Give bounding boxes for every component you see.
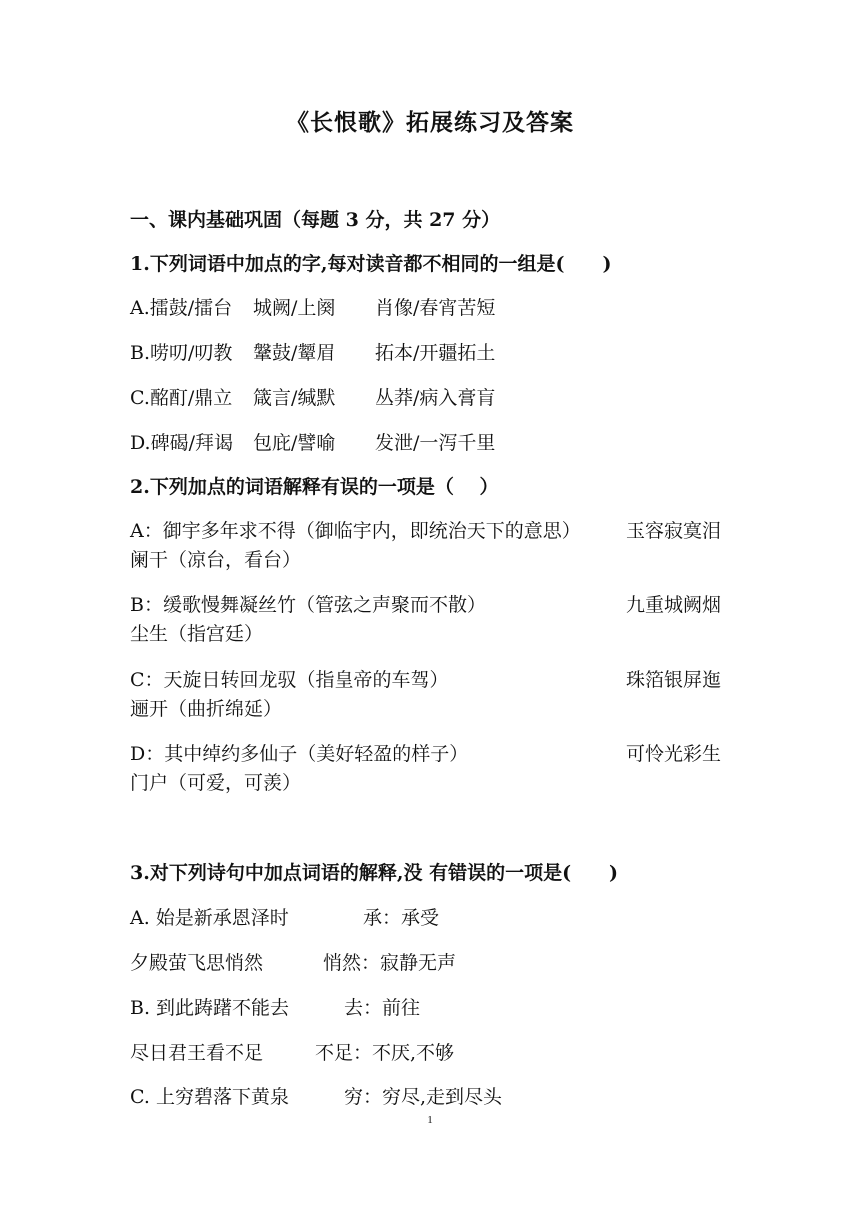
q1-option-a-part2: 城阙/上阕 — [253, 297, 336, 319]
q1-option-b-part2: 鞶鼓/颦眉 — [253, 342, 336, 364]
q3-option-a-line1-gloss: 承：承受 — [363, 907, 440, 929]
q3-option-b-line2-gloss: 不足：不厌,不够 — [315, 1042, 455, 1064]
q3-option-c-line1-gloss: 穷：穷尽,走到尽头 — [344, 1086, 503, 1108]
q1-option-d-part2: 包庇/譬喻 — [253, 432, 336, 454]
q1-option-d-part1: D.碑碣/拜谒 — [130, 432, 233, 454]
q2-option-d-cont: 门户（可爱，可羡） — [130, 772, 302, 794]
q2-option-a-main: A：御宇多年求不得（御临宇内，即统治天下的意思） — [130, 520, 581, 542]
q2-option-c-second: 珠箔银屏迤 — [626, 669, 722, 691]
q2-option-c-main: C：天旋日转回龙驭（指皇帝的车驾） — [130, 669, 449, 691]
q1-option-b-part1: B.唠叨/叨教 — [130, 342, 233, 364]
q1-option-a-part1: A.擂鼓/擂台 — [130, 297, 233, 319]
q2-option-b-cont: 尘生（指宫廷） — [130, 623, 264, 645]
q3-option-a-line2-gloss: 悄然：寂静无声 — [323, 952, 457, 974]
question-2-stem: 2.下列加点的词语解释有误的一项是（ ） — [130, 476, 499, 498]
q1-option-d-part3: 发泄/一泻千里 — [375, 432, 496, 454]
q3-option-c-line1: C. 上穷碧落下黄泉 — [130, 1086, 289, 1108]
q2-option-b-main: B：缓歌慢舞凝丝竹（管弦之声聚而不散） — [130, 594, 486, 616]
question-1-stem: 1.下列词语中加点的字,每对读音都不相同的一组是( ) — [130, 253, 612, 275]
q1-option-c-part1: C.酩酊/鼎立 — [130, 387, 233, 409]
q2-option-a-cont: 阑干（凉台，看台） — [130, 549, 302, 571]
q2-option-b-second: 九重城阙烟 — [626, 594, 722, 616]
section-heading: 一、课内基础巩固（每题 3 分，共 27 分） — [130, 209, 501, 231]
q2-option-a-second: 玉容寂寞泪 — [626, 520, 722, 542]
q2-option-d-second: 可怜光彩生 — [626, 743, 722, 765]
q3-option-a-line2: 夕殿萤飞思悄然 — [130, 952, 264, 974]
question-3-stem: 3.对下列诗句中加点词语的解释,没 有错误的一项是( ) — [130, 862, 619, 884]
q1-option-b-part3: 拓本/开疆拓土 — [375, 342, 496, 364]
q3-option-a-line1: A. 始是新承恩泽时 — [130, 907, 289, 929]
q3-option-b-line1-gloss: 去：前往 — [344, 997, 421, 1019]
q2-option-d-main: D：其中绰约多仙子（美好轻盈的样子） — [130, 743, 469, 765]
q3-option-b-line2: 尽日君王看不足 — [130, 1042, 264, 1064]
document-title: 《长恨歌》拓展练习及答案 — [286, 109, 574, 136]
q1-option-a-part3: 肖像/春宵苦短 — [375, 297, 496, 319]
page-number: 1 — [427, 1114, 433, 1126]
q2-option-c-cont: 逦开（曲折绵延） — [130, 698, 283, 720]
q3-option-b-line1: B. 到此踌躇不能去 — [130, 997, 290, 1019]
q1-option-c-part3: 丛莽/病入膏肓 — [375, 387, 496, 409]
q1-option-c-part2: 箴言/缄默 — [253, 387, 336, 409]
